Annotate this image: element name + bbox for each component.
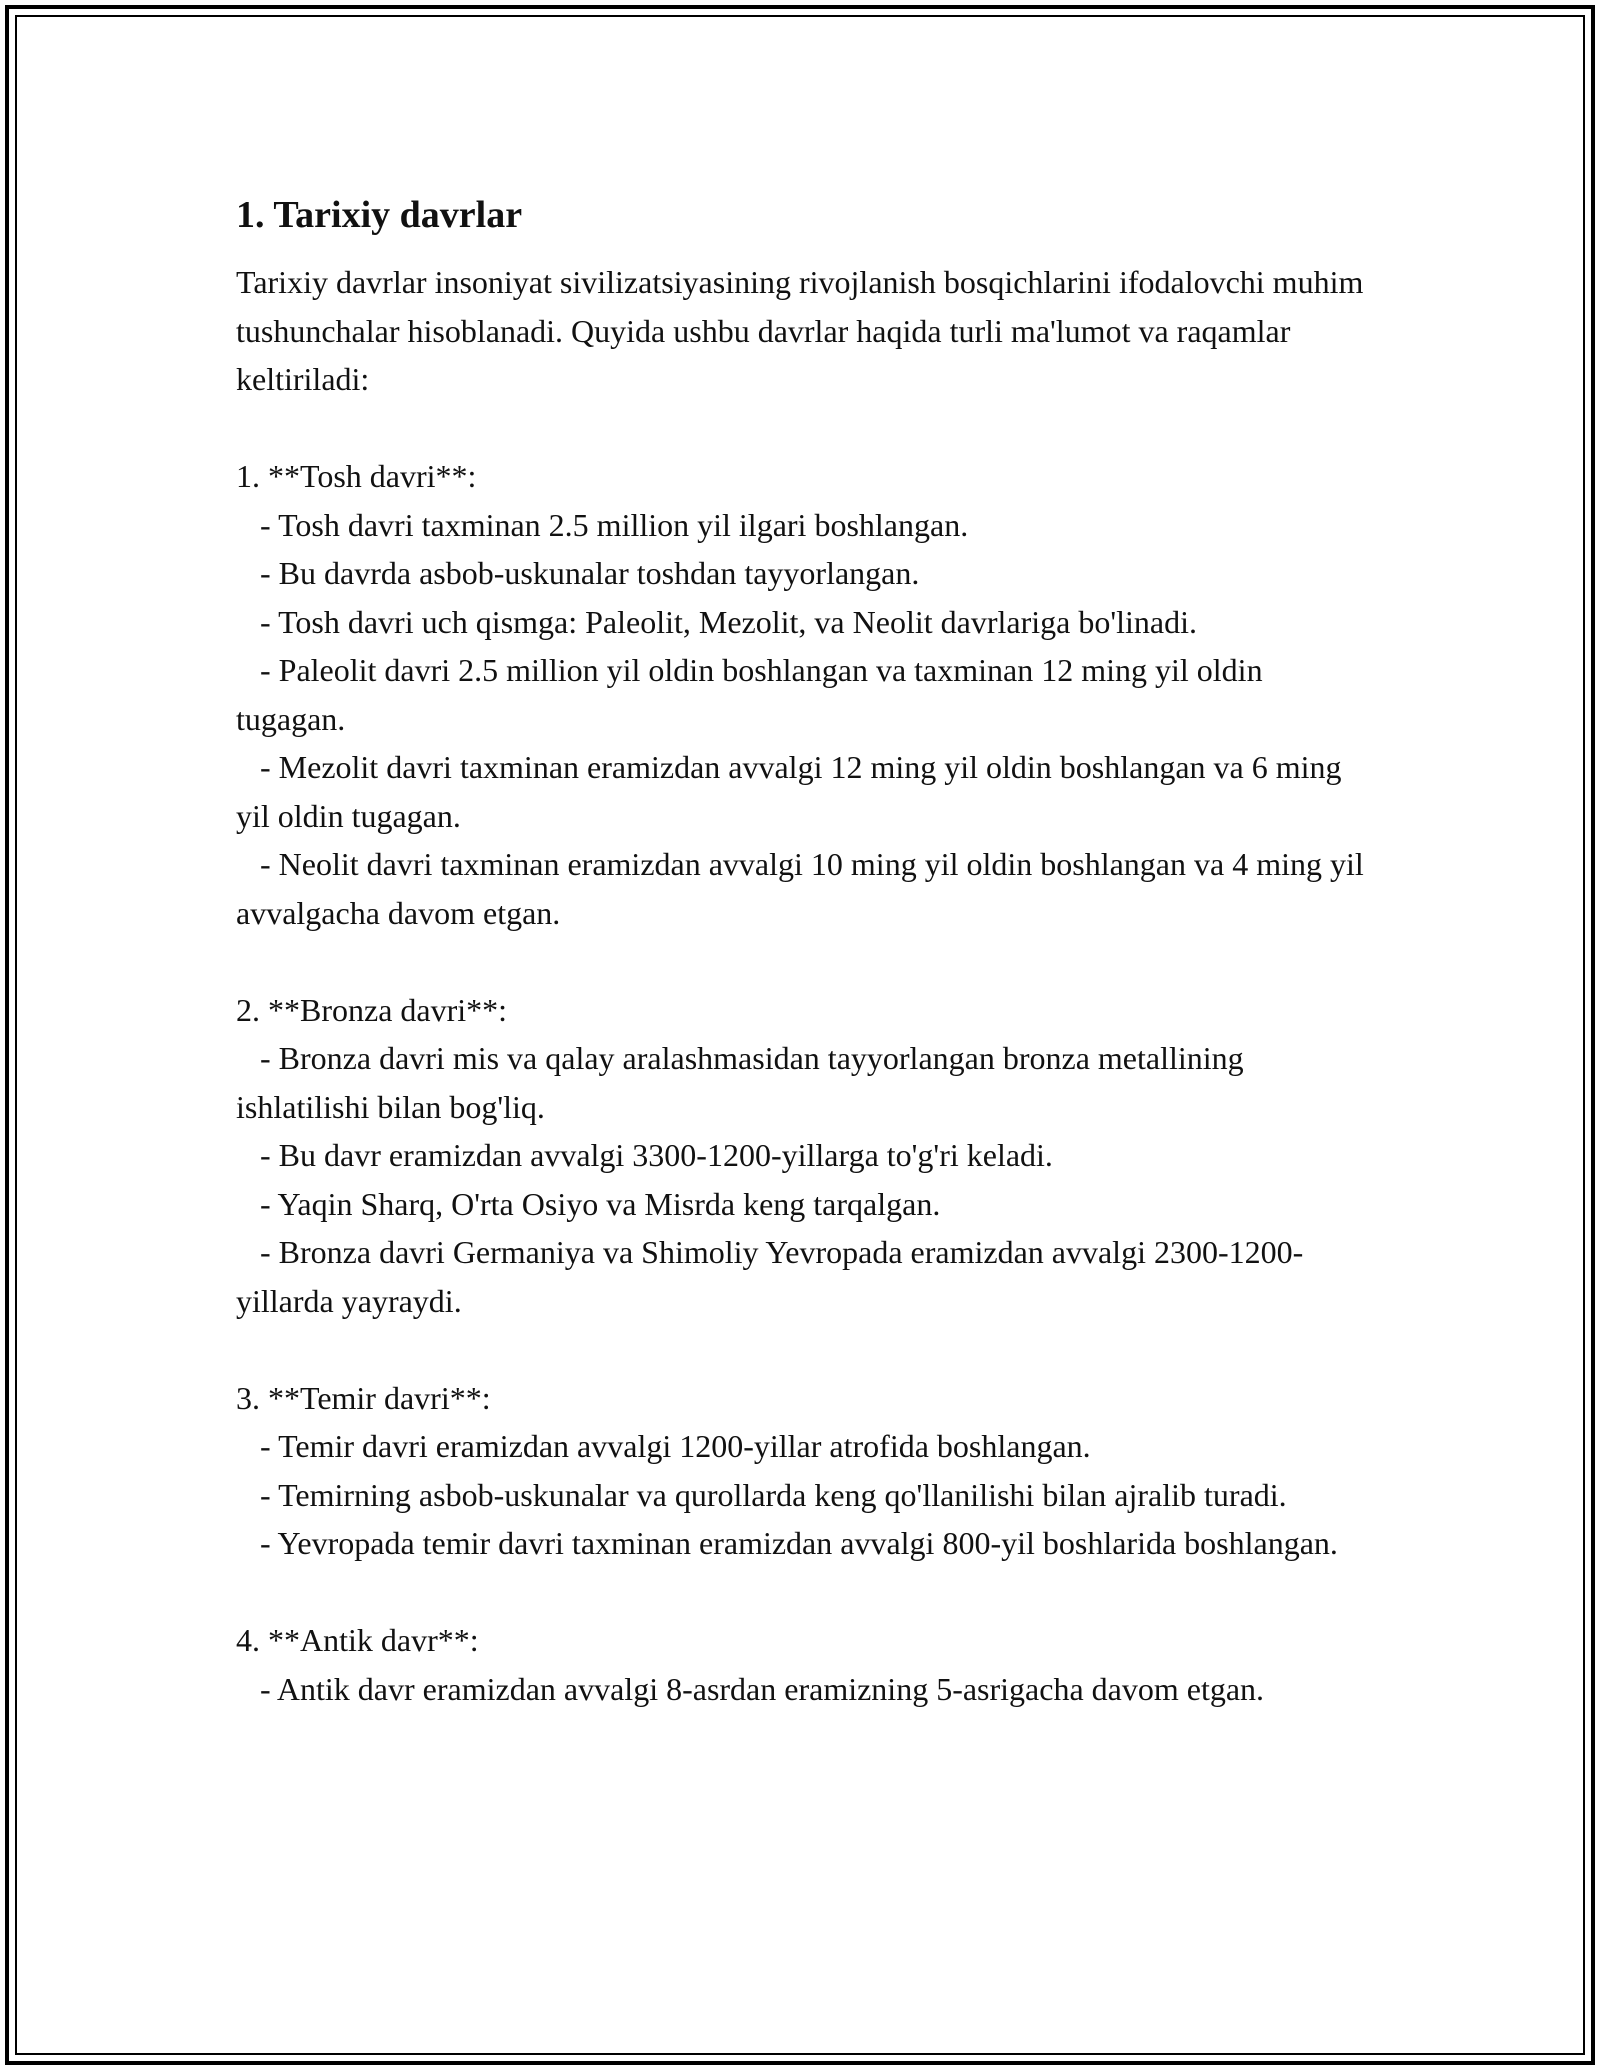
list-item <box>236 1519 1376 1568</box>
list-item <box>236 743 1376 840</box>
intro-paragraph: Tarixiy davrlar insoniyat sivilizatsiyasining rivojlanish bosqichlarini ifodalovchi muhim tushunchalar hisoblanadi. Quyida ushbu davrlar haqida turli ma'lumot va raqamlar keltiriladi: <box>236 264 1364 397</box>
section-heading: 4. **Antik davr**: <box>236 1622 479 1658</box>
document-body <box>236 186 1376 1713</box>
list-item <box>236 1228 1376 1325</box>
list-item-text: - Temirning asbob-uskunalar va qurollarda keng qo'llanilishi bilan ajralib turadi. <box>260 1476 1287 1513</box>
list-item-text: - Bronza davri mis va qalay aralashmasidan tayyorlangan bronza metallining ishlatilishi bilan bog'liq. <box>236 1040 1244 1125</box>
list-item-text: - Bronza davri Germaniya va Shimoliy Yevropada eramizdan avvalgi 2300-1200-yillarda yayraydi. <box>236 1234 1304 1319</box>
list-item-text: - Tosh davri uch qismga: Paleolit, Mezolit, va Neolit davrlariga bo'linadi. <box>260 603 1197 640</box>
section-heading: 2. **Bronza davri**: <box>236 991 508 1028</box>
list-item-text: - Paleolit davri 2.5 million yil oldin boshlangan va taxminan 12 ming yil oldin tugagan. <box>236 652 1263 737</box>
section-heading: 3. **Temir davri**: <box>236 1379 491 1416</box>
list-item <box>236 501 1376 550</box>
list-item <box>236 549 1376 598</box>
list-item-text: - Tosh davri taxminan 2.5 million yil ilgari boshlangan. <box>260 506 969 543</box>
list-item-text: - Bu davrda asbob-uskunalar toshdan tayyorlangan. <box>260 555 920 591</box>
page-title: 1. Tarixiy davrlar <box>236 194 523 236</box>
section-tosh-davri <box>236 452 1376 937</box>
list-item <box>236 1131 1376 1180</box>
bullet-list <box>236 1034 1376 1325</box>
list-item <box>236 840 1376 937</box>
section-bronza-davri <box>236 986 1376 1326</box>
list-item <box>236 1665 1376 1714</box>
bullet-list <box>236 1665 1376 1714</box>
section-antik-davr <box>236 1616 1376 1713</box>
list-item <box>236 1180 1376 1229</box>
bullet-list <box>236 501 1376 938</box>
list-item <box>236 598 1376 647</box>
section-heading: 1. **Tosh davri**: <box>236 458 477 494</box>
list-item-text: - Antik davr eramizdan avvalgi 8-asrdan eramizning 5-asrigacha davom etgan. <box>260 1670 1265 1707</box>
bullet-list <box>236 1422 1376 1568</box>
list-item <box>236 1471 1376 1520</box>
list-item-text: - Bu davr eramizdan avvalgi 3300-1200-yillarga to'g'ri keladi. <box>260 1137 1053 1173</box>
list-item-text: - Yevropada temir davri taxminan eramizdan avvalgi 800-yil boshlarida boshlangan. <box>260 1525 1338 1561</box>
list-item <box>236 1422 1376 1471</box>
list-item <box>236 646 1376 743</box>
list-item-text: - Yaqin Sharq, O'rta Osiyo va Misrda keng tarqalgan. <box>260 1185 941 1222</box>
list-item-text: - Mezolit davri taxminan eramizdan avvalgi 12 ming yil oldin boshlangan va 6 ming yil oldin tugagan. <box>236 749 1342 834</box>
list-item <box>236 1034 1376 1131</box>
section-temir-davri <box>236 1374 1376 1568</box>
list-item-text: - Neolit davri taxminan eramizdan avvalgi 10 ming yil oldin boshlangan va 4 ming yil avvalgacha davom etgan. <box>236 846 1364 931</box>
list-item-text: - Temir davri eramizdan avvalgi 1200-yillar atrofida boshlangan. <box>260 1428 1091 1464</box>
